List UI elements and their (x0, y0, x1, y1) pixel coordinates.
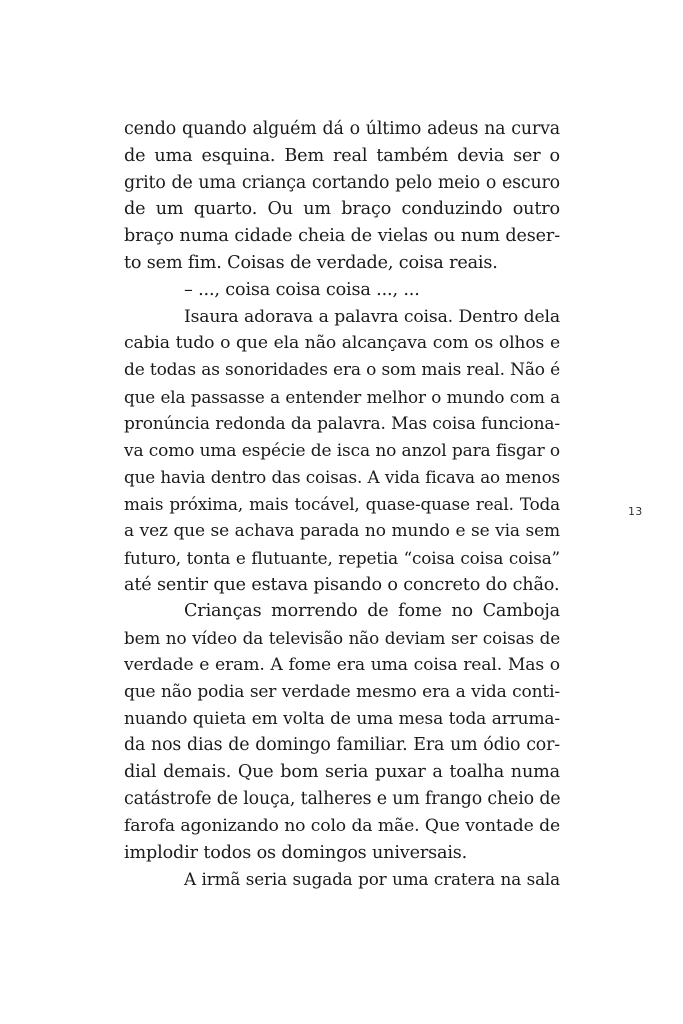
text-line: implodir todos os domingos universais. (124, 842, 468, 863)
text-line: catástrofe de louça, talheres e um frango cheio de (124, 788, 561, 809)
text-line: que havia dentro das coisas. A vida ficava ao menos (124, 467, 560, 488)
text-line: de todas as sonoridades era o som mais real. Não é (124, 360, 561, 381)
text-line: grito de uma criança cortando pelo meio o escuro (124, 172, 560, 193)
text-line: de um quarto. Ou um braço conduzindo outro (124, 199, 560, 220)
text-line: dial demais. Que bom seria puxar a toalha numa (124, 762, 560, 783)
page-body-text (124, 116, 560, 893)
text-line: nuando quieta em volta de uma mesa toda arruma- (124, 708, 560, 729)
text-line: Crianças morrendo de fome no Camboja (184, 601, 560, 622)
text-line: braço numa cidade cheia de vielas ou num deser- (124, 226, 560, 247)
text-line: to sem fim. Coisas de verdade, coisa reais. (124, 252, 498, 273)
text-line: a vez que se achava parada no mundo e se via sem (124, 520, 560, 541)
text-line: bem no vídeo da televisão não deviam ser coisas de (124, 628, 560, 649)
text-line: A irmã seria sugada por uma cratera na sala (184, 869, 560, 890)
text-line: verdade e eram. A fome era uma coisa real. Mas o (124, 654, 560, 675)
text-line: pronúncia redonda da palavra. Mas coisa funciona- (124, 413, 560, 434)
text-line: que não podia ser verdade mesmo era a vida conti- (124, 681, 560, 702)
text-line: cendo quando alguém dá o último adeus na curva (124, 119, 560, 139)
text-line: cabia tudo o que ela não alcançava com os olhos e (124, 333, 560, 354)
text-line: va como uma espécie de isca no anzol para fisgar o (124, 440, 560, 461)
text-line: mais próxima, mais tocável, quase-quase real. Toda (124, 494, 560, 515)
text-line: até sentir que estava pisando o concreto do chão. (124, 574, 560, 595)
page-number: 13 (628, 505, 643, 518)
text-line: Isaura adorava a palavra coisa. Dentro dela (184, 306, 560, 327)
text-line: que ela passasse a entender melhor o mundo com a (124, 386, 560, 407)
text-line: da nos dias de domingo familiar. Era um ódio cor- (124, 735, 560, 756)
text-line: de uma esquina. Bem real também devia ser o (124, 145, 560, 166)
text-line: – ..., coisa coisa coisa ..., ... (184, 279, 420, 300)
text-line: futuro, tonta e flutuante, repetia “coisa coisa coisa” (124, 547, 560, 568)
text-line: farofa agonizando no colo da mãe. Que vontade de (124, 815, 560, 836)
